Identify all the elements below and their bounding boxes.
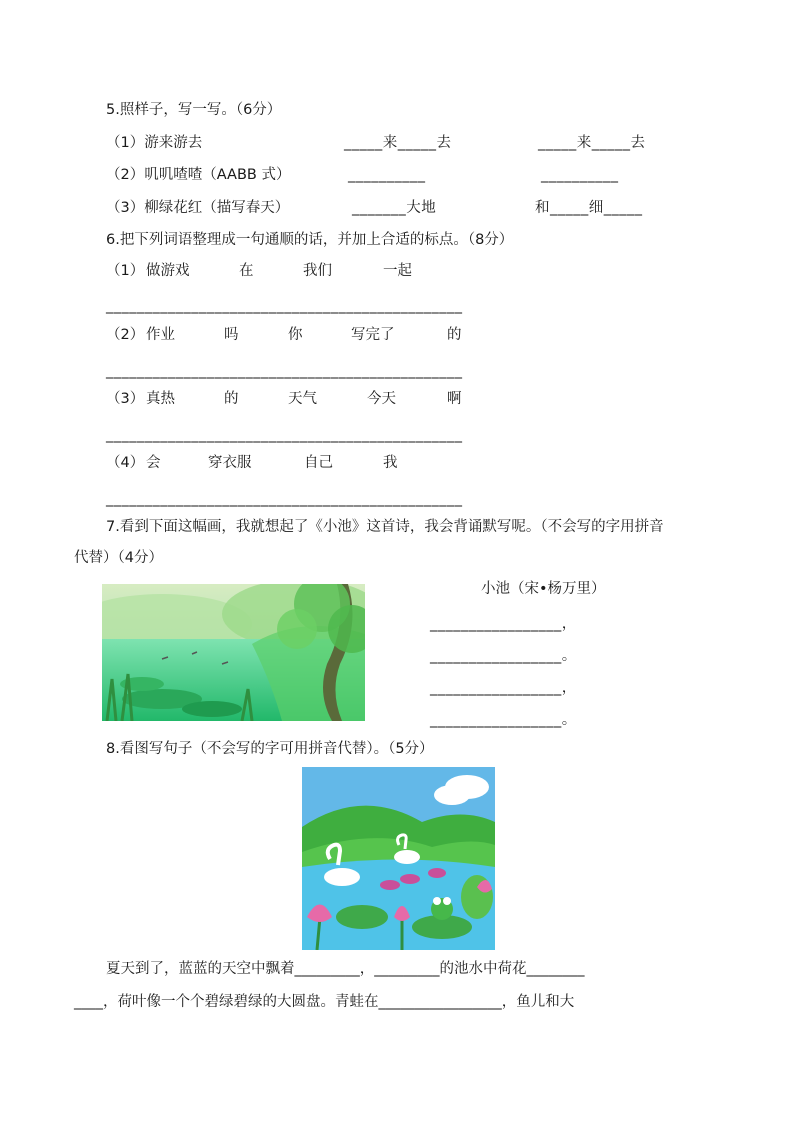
q5-item3-answer2[interactable]: 和_____细_____ xyxy=(535,200,643,216)
q6-item1-word: 一起 xyxy=(383,263,412,279)
poem-line-2[interactable]: _________________。 xyxy=(430,648,577,664)
q7-instruction-line2: 代替）（4分） xyxy=(74,550,163,566)
q6-item3-word: 啊 xyxy=(447,391,462,407)
q6-item4-number: （4） xyxy=(106,455,145,471)
q5-item1-answer2[interactable]: _____来_____去 xyxy=(538,135,646,151)
pond-landscape-illustration xyxy=(102,584,365,721)
q5-item1-label: （1）游来游去 xyxy=(106,135,203,151)
poem-line-4[interactable]: _________________。 xyxy=(430,712,577,728)
q6-item1-word: 在 xyxy=(239,263,254,279)
q6-item1-number: （1） xyxy=(106,263,145,279)
poem-line-3[interactable]: _________________， xyxy=(430,680,577,696)
pond-landscape-picture xyxy=(102,584,365,721)
q6-item2-word: 你 xyxy=(288,327,303,343)
q6-item2-number: （2） xyxy=(106,327,145,343)
q6-item1-word: 我们 xyxy=(303,263,332,279)
q5-item2-label: （2）叽叽喳喳（AABB 式） xyxy=(106,167,291,183)
q6-item2-word: 的 xyxy=(447,327,462,343)
q6-item2-word: 吗 xyxy=(224,327,239,343)
q6-item2-word: 作业 xyxy=(146,327,175,343)
q6-item4-word: 我 xyxy=(383,455,398,471)
q6-item4-word: 自己 xyxy=(304,455,333,471)
q5-title: 5.照样子，写一写。（6分） xyxy=(106,102,282,118)
q6-item3-word: 的 xyxy=(224,391,239,407)
q6-item4-answer-line[interactable]: ______________________________________________ xyxy=(106,491,463,507)
q6-item3-word: 真热 xyxy=(146,391,175,407)
q8-paragraph-line2[interactable]: ____，荷叶像一个个碧绿碧绿的大圆盘。青蛙在_________________，鱼儿和大 xyxy=(74,994,575,1010)
q8-title: 8.看图写句子（不会写的字可用拼音代替）。（5分） xyxy=(106,741,434,757)
summer-pond-illustration xyxy=(302,767,495,950)
poem-line-1[interactable]: _________________， xyxy=(430,616,577,632)
q5-item2-answer2[interactable]: __________ xyxy=(541,167,619,183)
q6-item1-word: 做游戏 xyxy=(146,263,190,279)
q6-item4-word: 会 xyxy=(146,455,161,471)
q5-item2-answer1[interactable]: __________ xyxy=(348,167,426,183)
q7-instruction-line1: 7.看到下面这幅画，我就想起了《小池》这首诗，我会背诵默写呢。（不会写的字用拼音 xyxy=(106,519,664,535)
q6-item2-answer-line[interactable]: ______________________________________________ xyxy=(106,363,463,379)
q6-item4-word: 穿衣服 xyxy=(208,455,252,471)
q5-item3-answer1[interactable]: _______大地 xyxy=(352,200,437,216)
q5-item3-label: （3）柳绿花红（描写春天） xyxy=(106,200,290,216)
q6-item3-number: （3） xyxy=(106,391,145,407)
q6-item1-answer-line[interactable]: ______________________________________________ xyxy=(106,298,463,314)
q6-item3-word: 天气 xyxy=(288,391,317,407)
summer-pond-picture xyxy=(302,767,495,950)
q6-title: 6.把下列词语整理成一句通顺的话，并加上合适的标点。（8分） xyxy=(106,232,514,248)
q8-paragraph-line1[interactable]: 夏天到了，蓝蓝的天空中飘着_________，_________的池水中荷花________ xyxy=(106,961,585,977)
q6-item2-word: 写完了 xyxy=(351,327,395,343)
q6-item3-word: 今天 xyxy=(367,391,396,407)
q5-item1-answer1[interactable]: _____来_____去 xyxy=(344,135,452,151)
q6-item3-answer-line[interactable]: ______________________________________________ xyxy=(106,427,463,443)
poem-title: 小池（宋•杨万里） xyxy=(481,581,606,597)
